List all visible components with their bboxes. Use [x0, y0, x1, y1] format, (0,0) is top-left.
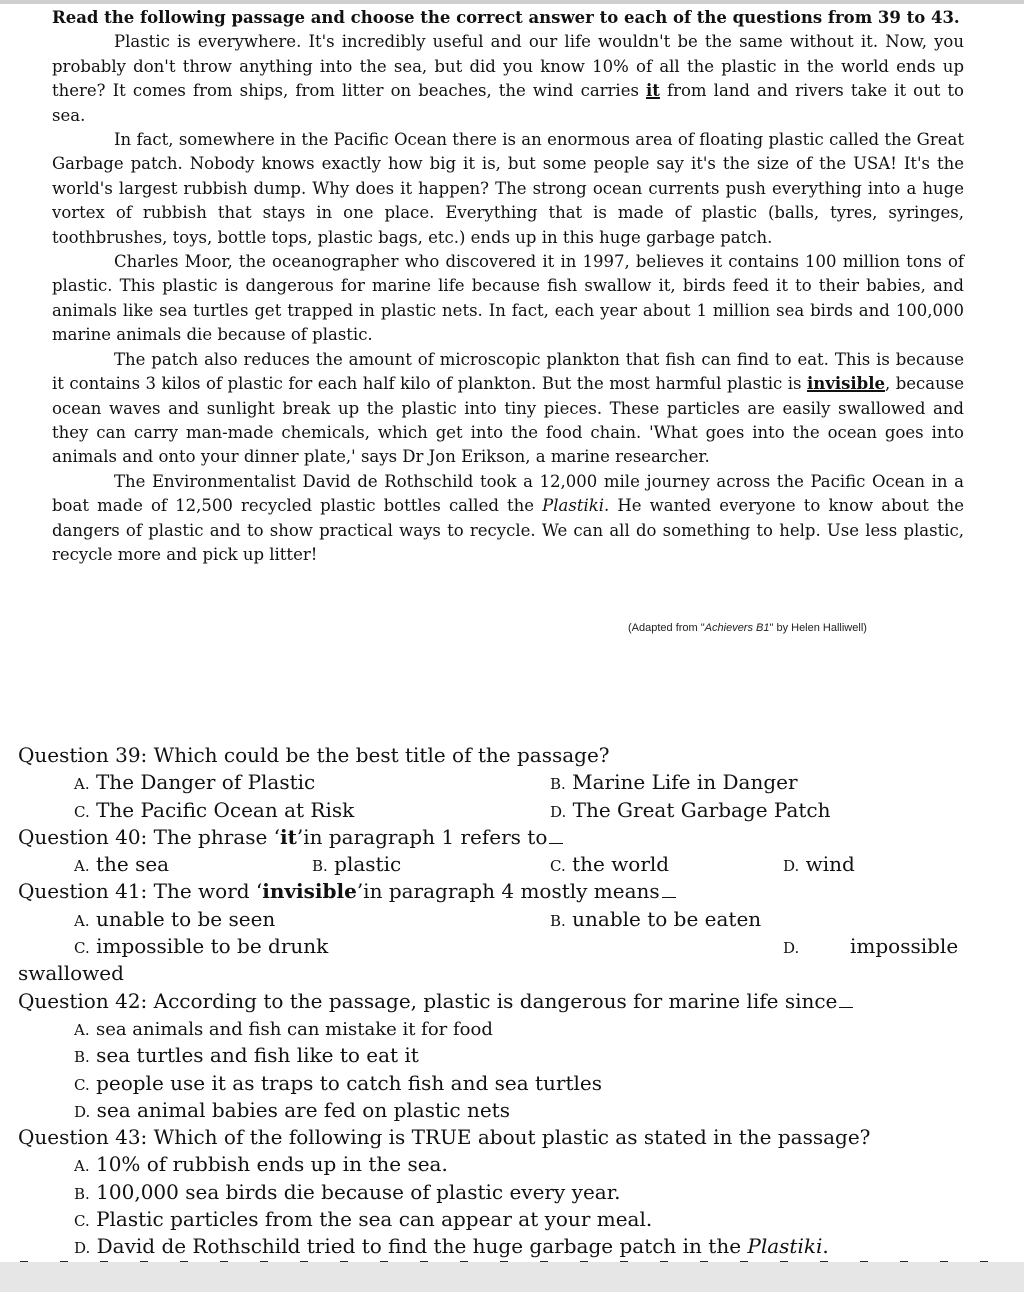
paragraph-4: The patch also reduces the amount of microscopic plankton that fish can find to eat. This is because it contains 3 kilos of plastic for each half kilo of plankton. But the most harmful plastic is invisible, because ocean waves and sunlight break up the plastic into tiny pieces. These particles are easily swallowed and they can carry man-made chemicals, which get into the food chain. 'What goes into the ocean goes into animals and onto your dinner plate,' says Dr Jon Erikson, a marine researcher. — [52, 349, 964, 467]
answer-blank — [662, 881, 676, 898]
q43-option-d[interactable]: D. David de Rothschild tried to find the huge garbage patch in the Plastiki. — [74, 1234, 829, 1259]
q40-option-a[interactable]: A. the sea — [74, 852, 170, 877]
reading-passage — [52, 6, 964, 567]
q40-option-b[interactable]: B. plastic — [312, 852, 402, 877]
q41-option-d-text: impossible — [850, 934, 959, 959]
q43-option-b[interactable]: B. 100,000 sea birds die because of plastic every year. — [74, 1179, 621, 1204]
question-39: Question 39: Which could be the best title of the passage? — [18, 743, 610, 767]
q39-option-d[interactable]: D. The Great Garbage Patch — [550, 797, 831, 822]
question-40: Question 40: The phrase ‘it’in paragraph 1 refers to — [18, 824, 978, 851]
question-42: Question 42: According to the passage, plastic is dangerous for marine life since — [18, 988, 978, 1015]
answer-blank — [839, 991, 853, 1008]
referent-it: it — [646, 81, 660, 101]
q39-option-a[interactable]: A. The Danger of Plastic — [74, 770, 316, 795]
paragraph-3: Charles Moor, the oceanographer who discovered it in 1997, believes it contains 100 million tons of plastic. This plastic is dangerous for marine life because fish swallow it, birds feed it to their babies, and animals like sea turtles get trapped in plastic nets. In fact, each year about 1 million sea birds and 100,000 marine animals die because of plastic. — [52, 252, 964, 345]
question-41: Question 41: The word ‘invisible’in paragraph 4 mostly means — [18, 878, 978, 905]
answer-blank — [549, 827, 563, 844]
q41-option-d[interactable]: D. — [783, 939, 800, 958]
question-43: Question 43: Which of the following is TRUE about plastic as stated in the passage? — [18, 1125, 871, 1150]
instruction-heading: Read the following passage and choose the correct answer to each of the questions from 39 to 43. — [52, 8, 960, 27]
q43-option-a[interactable]: A. 10% of rubbish ends up in the sea. — [74, 1152, 448, 1177]
q41-option-d-continued: swallowed — [18, 961, 124, 986]
q41-option-b[interactable]: B. unable to be eaten — [550, 906, 762, 931]
top-border — [0, 0, 1024, 4]
source-citation: (Adapted from "Achievers B1" by Helen Halliwell) — [628, 622, 867, 634]
q39-option-c[interactable]: C. The Pacific Ocean at Risk — [74, 797, 355, 822]
q41-option-c[interactable]: C. impossible to be drunk — [74, 934, 329, 959]
q39-option-b[interactable]: B. Marine Life in Danger — [550, 770, 798, 795]
q40-option-c[interactable]: C. the world — [550, 852, 670, 877]
paragraph-2: In fact, somewhere in the Pacific Ocean there is an enormous area of floating plastic called the Great Garbage patch. Nobody knows exactly how big it is, but some people say it's the size of the USA! It's the world's largest rubbish dump. Why does it happen? The strong ocean currents push everything into a huge vortex of rubbish that stays in one place. Everything that is made of plastic (balls, tyres, syringes, toothbrushes, toys, bottle tops, plastic bags, etc.) ends up in this huge garbage patch. — [52, 130, 964, 247]
q42-option-d[interactable]: D. sea animal babies are fed on plastic nets — [74, 1097, 510, 1122]
question-list — [18, 742, 978, 1261]
bottom-margin — [0, 1262, 1024, 1292]
q42-option-c[interactable]: C. people use it as traps to catch fish and sea turtles — [74, 1070, 603, 1095]
q42-option-a[interactable]: A. sea animals and fish can mistake it for food — [74, 1018, 493, 1040]
word-invisible: invisible — [806, 374, 885, 394]
q41-option-a[interactable]: A. unable to be seen — [74, 906, 276, 931]
paragraph-1: Plastic is everywhere. It's incredibly useful and our life wouldn't be the same without it. Now, you probably don't throw anything into the sea, but did you know 10% of all the plastic in the world ends up there? It comes from ships, from litter on beaches, the wind carries it from land and rivers take it out to sea. — [52, 32, 964, 125]
paragraph-5: The Environmentalist David de Rothschild took a 12,000 mile journey across the Pacific Ocean in a boat made of 12,500 recycled plastic bottles called the Plastiki. He wanted everyone to know about the dangers of plastic and to show practical ways to recycle. We can all do something to help. Use less plastic, recycle more and pick up litter! — [52, 471, 964, 564]
q42-option-b[interactable]: B. sea turtles and fish like to eat it — [74, 1043, 419, 1068]
q43-option-c[interactable]: C. Plastic particles from the sea can appear at your meal. — [74, 1207, 653, 1232]
q40-option-d[interactable]: D. wind — [783, 852, 855, 877]
